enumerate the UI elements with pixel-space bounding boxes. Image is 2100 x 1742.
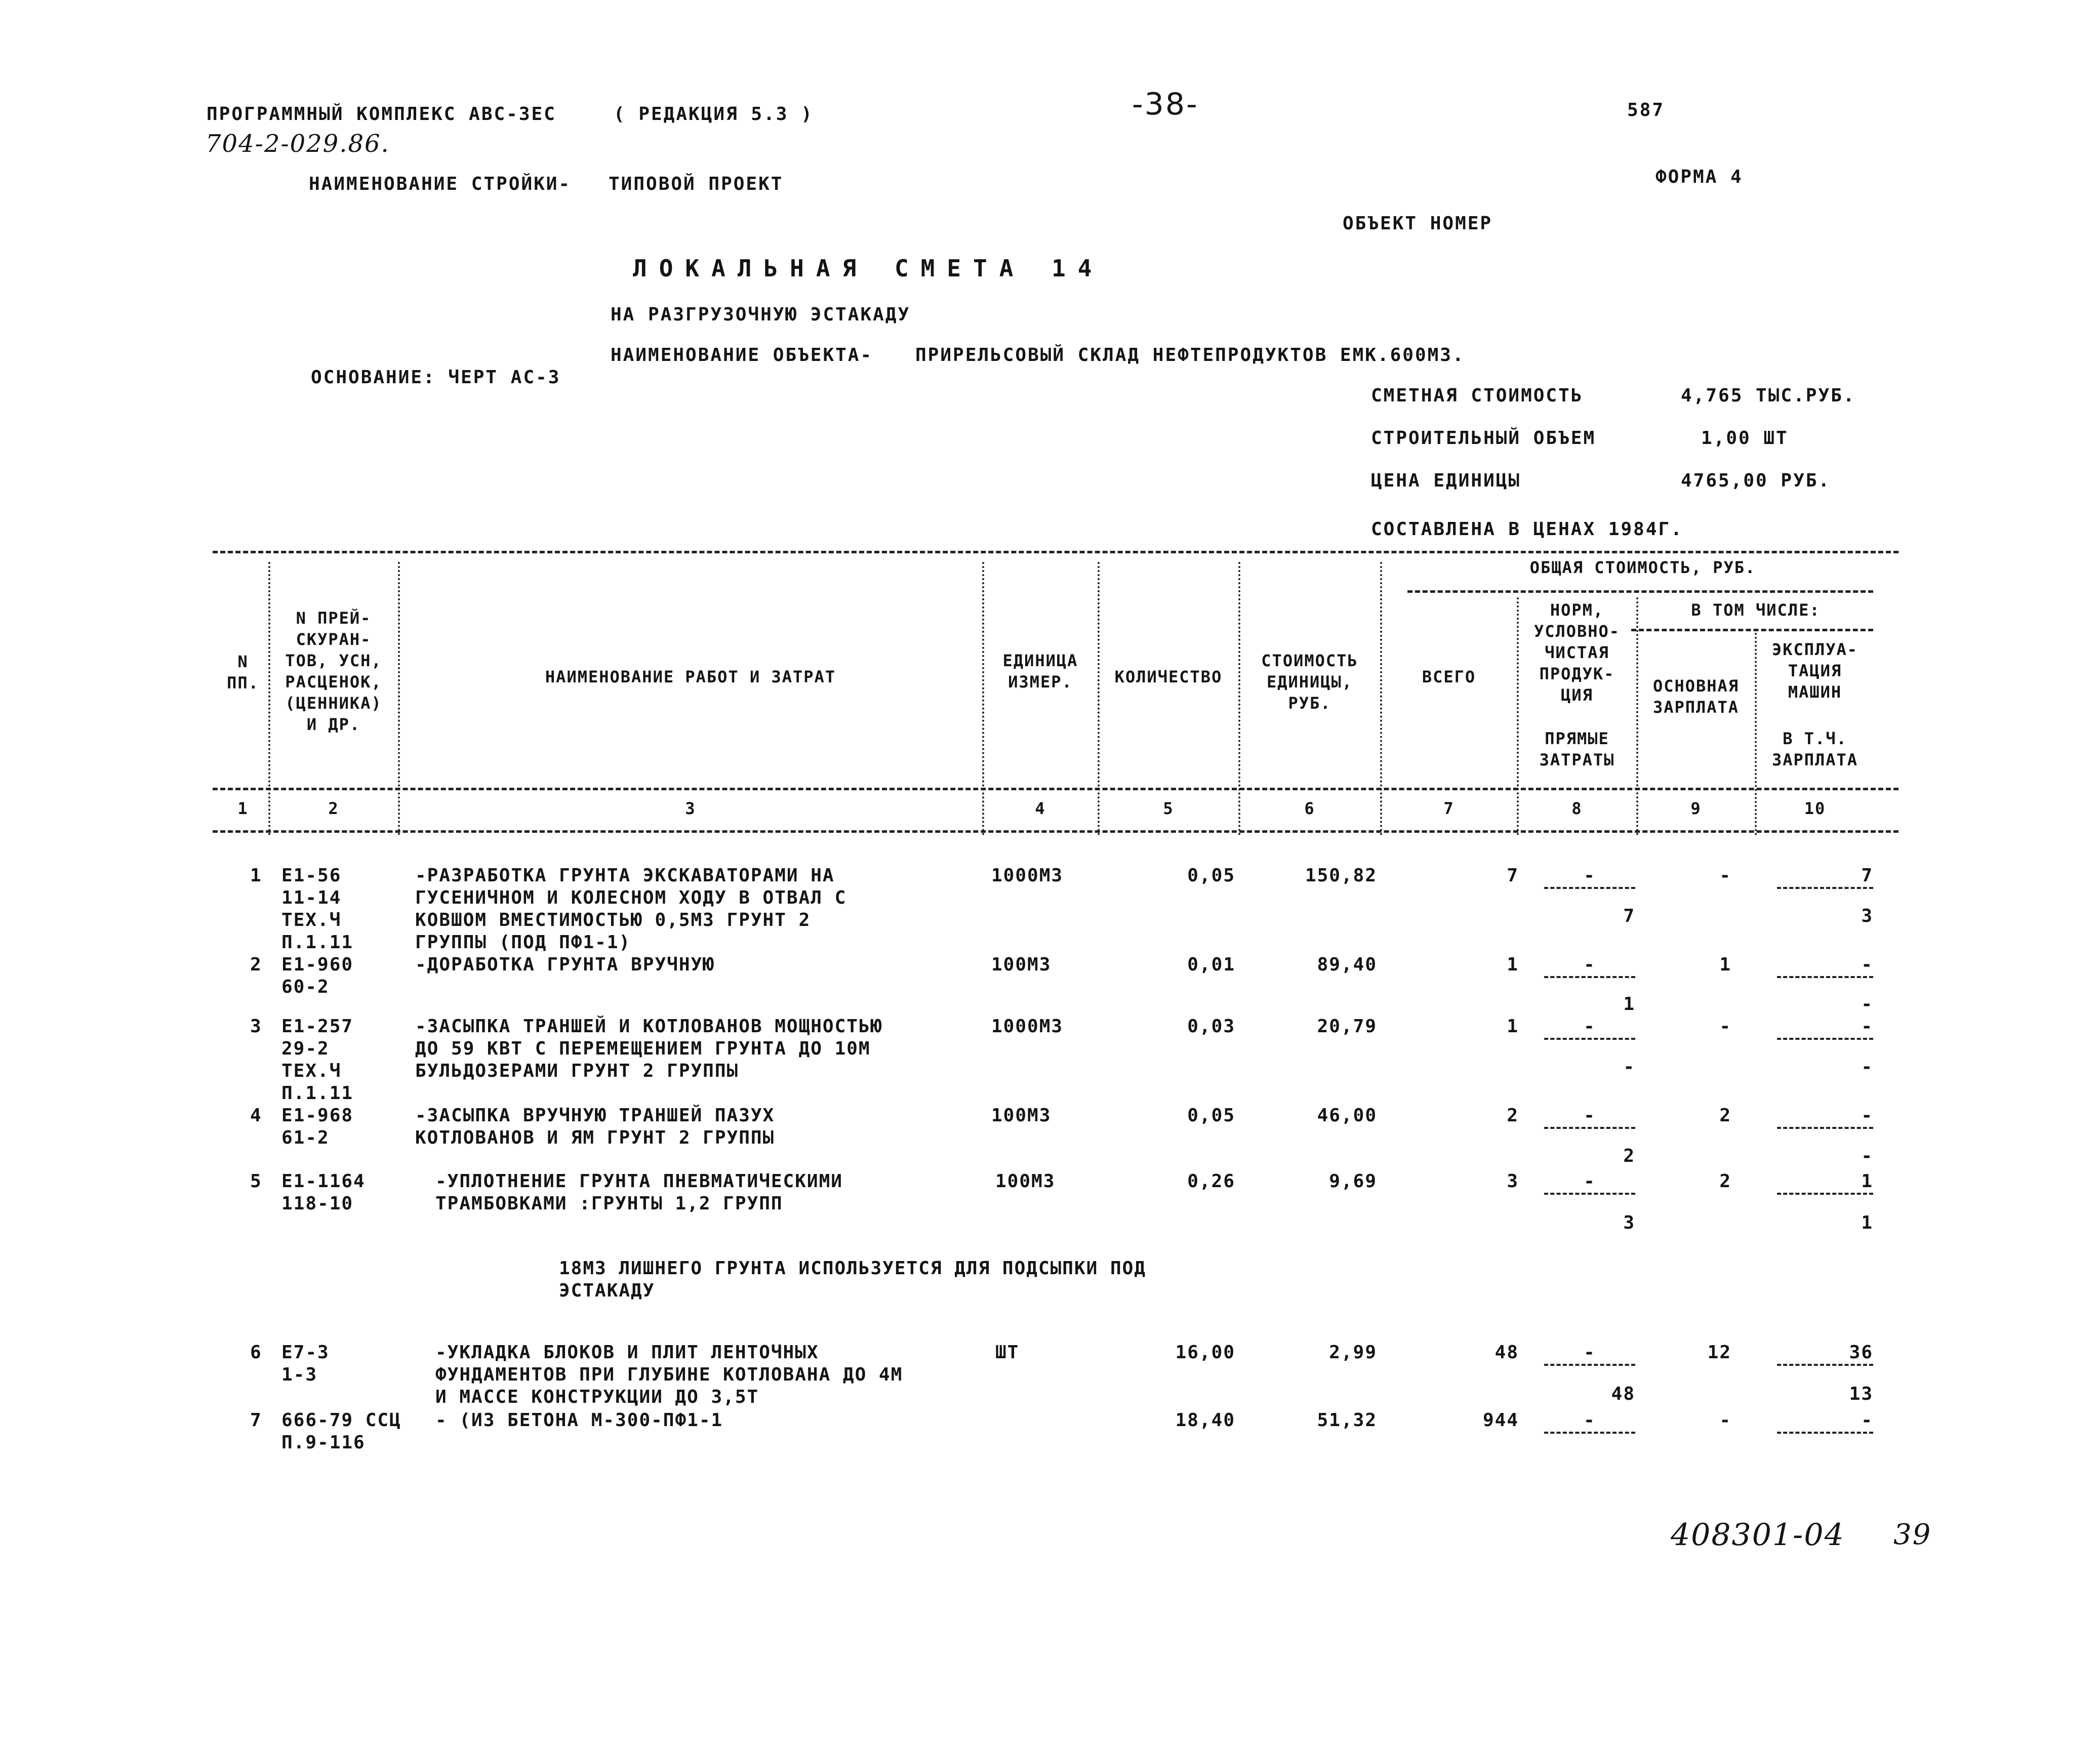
- row-machines-salary: -: [1861, 1146, 1873, 1166]
- row-machines: -: [1777, 1016, 1873, 1040]
- col-number: 3: [685, 799, 696, 818]
- row-base-salary: 2: [1719, 1171, 1731, 1192]
- row-name: -РАЗРАБОТКА ГРУНТА ЭКСКАВАТОРАМИ НА ГУСЕНИЧНОМ И КОЛЕСНОМ ХОДУ В ОТВАЛ С КОВШОМ ВМЕСТИМОСТЬЮ 0,5М3 ГРУНТ 2 ГРУППЫ (ПОД ПФ1-1): [415, 865, 847, 953]
- col-number: 5: [1163, 799, 1174, 818]
- row-base-salary: -: [1719, 1410, 1731, 1431]
- row-unit-price: 2,99: [1329, 1342, 1377, 1363]
- row-unit: 100М3: [991, 954, 1052, 975]
- row-direct-costs: -: [1623, 1057, 1635, 1077]
- col-header-base-salary: ОСНОВНАЯ ЗАРПЛАТА: [1652, 676, 1740, 717]
- row-qty: 0,03: [1187, 1016, 1235, 1037]
- note: 18М3 ЛИШНЕГО ГРУНТА ИСПОЛЬЗУЕТСЯ ДЛЯ ПОДСЫПКИ ПОД ЭСТАКАДУ: [559, 1258, 1147, 1301]
- row-total: 1: [1507, 954, 1519, 975]
- doc-code: 587: [1627, 100, 1665, 120]
- col-header-total: ВСЕГО: [1422, 667, 1476, 686]
- col-number: 6: [1304, 799, 1315, 818]
- row-qty: 18,40: [1175, 1410, 1235, 1431]
- row-name: -ЗАСЫПКА ВРУЧНУЮ ТРАНШЕЙ ПАЗУХ КОТЛОВАНОВ И ЯМ ГРУНТ 2 ГРУППЫ: [415, 1105, 775, 1148]
- row-net-production: -: [1544, 1409, 1635, 1434]
- summary-label-prices: СОСТАВЛЕНА В ЦЕНАХ 1984Г.: [1371, 519, 1683, 540]
- row-code: Е1-1164 118-10: [281, 1171, 366, 1214]
- col-header-including: В ТОМ ЧИСЛЕ:: [1691, 600, 1821, 620]
- row-unit: 100М3: [995, 1171, 1056, 1192]
- row-unit-price: 9,69: [1329, 1171, 1377, 1192]
- row-number: 2: [250, 954, 262, 975]
- row-net-production: -: [1544, 865, 1635, 889]
- construction-label: НАИМЕНОВАНИЕ СТРОЙКИ-: [309, 174, 572, 194]
- row-unit-price: 20,79: [1317, 1016, 1377, 1037]
- row-code: Е1-968 61-2: [281, 1105, 354, 1148]
- object-number: ОБЪЕКТ НОМЕР: [1343, 213, 1493, 234]
- row-net-production: -: [1544, 1016, 1635, 1040]
- object-label: НАИМЕНОВАНИЕ ОБЪЕКТА-: [611, 345, 873, 366]
- row-direct-costs: 3: [1623, 1212, 1635, 1233]
- row-unit-price: 89,40: [1317, 954, 1377, 975]
- row-name: -ДОРАБОТКА ГРУНТА ВРУЧНУЮ: [415, 954, 715, 975]
- row-total: 3: [1507, 1171, 1519, 1192]
- row-qty: 0,05: [1187, 865, 1235, 886]
- col-number: 1: [237, 799, 249, 818]
- footer-handwritten-code: 408301-04: [1671, 1517, 1845, 1553]
- row-net-production: -: [1544, 1105, 1635, 1129]
- row-number: 4: [250, 1105, 262, 1126]
- col-number: 9: [1690, 799, 1702, 818]
- col-number: 8: [1571, 799, 1583, 818]
- col-header-unit-price: СТОИМОСТЬ ЕДИНИЦЫ, РУБ.: [1261, 651, 1358, 713]
- construction-value: ТИПОВОЙ ПРОЕКТ: [609, 174, 784, 194]
- program-name: ПРОГРАММНЫЙ КОМПЛЕКС АВС-3ЕС: [207, 104, 556, 125]
- header-bottom-rule: [213, 788, 1899, 790]
- row-net-production: -: [1544, 1342, 1635, 1366]
- row-machines-salary: 13: [1849, 1384, 1873, 1404]
- row-unit: 1000М3: [991, 865, 1064, 886]
- row-unit-price: 150,82: [1305, 865, 1377, 886]
- row-unit-price: 46,00: [1317, 1105, 1377, 1126]
- col-header-total-cost: ОБЩАЯ СТОИМОСТЬ, РУБ.: [1529, 558, 1756, 577]
- summary-value-unit-price: 4765,00 РУБ.: [1681, 470, 1831, 491]
- subtitle: НА РАЗГРУЗОЧНУЮ ЭСТАКАДУ: [611, 304, 911, 325]
- row-total: 48: [1495, 1342, 1519, 1363]
- row-unit: 1000М3: [991, 1016, 1064, 1037]
- row-machines: -: [1777, 1105, 1873, 1129]
- row-name: -ЗАСЫПКА ТРАНШЕЙ И КОТЛОВАНОВ МОЩНОСТЬЮ ДО 59 КВТ С ПЕРЕМЕЩЕНИЕМ ГРУНТА ДО 10М БУЛЬДОЗЕРАМИ ГРУНТ 2 ГРУППЫ: [415, 1016, 883, 1081]
- summary-label-cost: СМЕТНАЯ СТОИМОСТЬ: [1371, 385, 1584, 406]
- handwritten-code: 704-2-029.86.: [206, 130, 390, 158]
- row-total: 2: [1507, 1105, 1519, 1126]
- row-direct-costs: 7: [1623, 906, 1635, 926]
- basis: ОСНОВАНИЕ: ЧЕРТ АС-3: [311, 367, 561, 388]
- row-code: Е7-3 1-3: [281, 1342, 330, 1385]
- row-code: Е1-960 60-2: [281, 954, 354, 997]
- summary-value-cost: 4,765 ТЫС.РУБ.: [1681, 385, 1856, 406]
- col-number: 4: [1035, 799, 1046, 818]
- row-base-salary: 2: [1719, 1105, 1731, 1126]
- row-code: 666-79 ССЦ П.9-116: [281, 1410, 401, 1453]
- row-unit: ШТ: [995, 1342, 1020, 1363]
- row-number: 6: [250, 1342, 262, 1363]
- row-net-production: -: [1544, 1170, 1635, 1195]
- form-label: ФОРМА 4: [1655, 167, 1743, 187]
- row-code: Е1-257 29-2 ТЕХ.Ч П.1.11: [281, 1016, 354, 1104]
- col-header-qty: КОЛИЧЕСТВО: [1114, 667, 1223, 686]
- row-machines-salary: -: [1861, 1057, 1873, 1077]
- row-unit: 100М3: [991, 1105, 1052, 1126]
- footer-page: 39: [1893, 1518, 1932, 1551]
- row-name: - (ИЗ БЕТОНА М-300-ПФ1-1: [435, 1410, 723, 1431]
- col-header-code: N ПРЕЙ- СКУРАН- ТОВ, УСН, РАСЦЕНОК, (ЦЕННИКА) И ДР.: [285, 609, 382, 734]
- row-base-salary: 12: [1707, 1342, 1731, 1363]
- row-qty: 16,00: [1175, 1342, 1235, 1363]
- col-divider: [1098, 562, 1100, 835]
- row-unit-price: 51,32: [1317, 1410, 1377, 1431]
- col-header-net-production: НОРМ, УСЛОВНО- ЧИСТАЯ ПРОДУК- ЦИЯ: [1533, 600, 1621, 705]
- row-total: 7: [1507, 865, 1519, 886]
- col-number: 10: [1804, 799, 1826, 818]
- col-divider: [1380, 562, 1382, 835]
- row-number: 1: [250, 865, 262, 886]
- row-code: Е1-56 11-14 ТЕХ.Ч П.1.11: [281, 865, 354, 953]
- col-number: 7: [1443, 799, 1455, 818]
- row-direct-costs: 2: [1623, 1146, 1635, 1166]
- object-value: ПРИРЕЛЬСОВЫЙ СКЛАД НЕФТЕПРОДУКТОВ ЕМК.600М3.: [915, 345, 1465, 366]
- page-number: -38-: [1132, 87, 1199, 122]
- row-net-production: -: [1544, 954, 1635, 978]
- summary-label-unit-price: ЦЕНА ЕДИНИЦЫ: [1371, 470, 1521, 491]
- col-header-number: N ПП.: [227, 652, 259, 693]
- row-machines: 36: [1777, 1342, 1873, 1366]
- row-name: -УКЛАДКА БЛОКОВ И ПЛИТ ЛЕНТОЧНЫХ ФУНДАМЕНТОВ ПРИ ГЛУБИНЕ КОТЛОВАНА ДО 4М И МАССЕ КОНСТРУКЦИИ ДО 3,5Т: [435, 1342, 903, 1407]
- row-direct-costs: 48: [1611, 1384, 1635, 1404]
- row-number: 3: [250, 1016, 262, 1037]
- row-machines-salary: 1: [1861, 1212, 1873, 1233]
- row-machines: 1: [1777, 1170, 1873, 1195]
- row-machines-salary: 3: [1861, 906, 1873, 926]
- numbers-bottom-rule: [213, 830, 1899, 833]
- row-number: 5: [250, 1171, 262, 1192]
- row-qty: 0,26: [1187, 1171, 1235, 1192]
- total-cost-rule: [1407, 590, 1873, 593]
- row-qty: 0,05: [1187, 1105, 1235, 1126]
- row-machines: 7: [1777, 865, 1873, 889]
- including-rule: [1631, 629, 1873, 631]
- row-base-salary: -: [1719, 1016, 1731, 1037]
- col-number: 2: [328, 799, 339, 818]
- table-top-rule: [213, 551, 1899, 553]
- col-header-name: НАИМЕНОВАНИЕ РАБОТ И ЗАТРАТ: [545, 667, 836, 686]
- col-header-machines: ЭКСПЛУА- ТАЦИЯ МАШИН: [1771, 640, 1859, 702]
- row-qty: 0,01: [1187, 954, 1235, 975]
- col-header-machines-salary: В Т.Ч. ЗАРПЛАТА: [1771, 729, 1859, 769]
- row-name: -УПЛОТНЕНИЕ ГРУНТА ПНЕВМАТИЧЕСКИМИ ТРАМБОВКАМИ :ГРУНТЫ 1,2 ГРУПП: [435, 1171, 843, 1214]
- col-divider: [982, 562, 984, 835]
- row-total: 944: [1482, 1410, 1519, 1431]
- program-edition: ( РЕДАКЦИЯ 5.3 ): [614, 104, 814, 125]
- summary-value-volume: 1,00 ШТ: [1701, 428, 1789, 449]
- row-machines-salary: -: [1861, 994, 1873, 1015]
- row-base-salary: 1: [1719, 954, 1731, 975]
- col-header-direct-costs: ПРЯМЫЕ ЗАТРАТЫ: [1539, 729, 1615, 769]
- row-base-salary: -: [1719, 865, 1731, 886]
- col-header-unit: ЕДИНИЦА ИЗМЕР.: [1002, 651, 1078, 692]
- row-machines: -: [1777, 1409, 1873, 1434]
- row-machines: -: [1777, 954, 1873, 978]
- page-title: ЛОКАЛЬНАЯ СМЕТА 14: [633, 255, 1104, 282]
- col-divider: [398, 562, 400, 835]
- summary-label-volume: СТРОИТЕЛЬНЫЙ ОБЪЕМ: [1371, 428, 1596, 449]
- row-total: 1: [1507, 1016, 1519, 1037]
- row-direct-costs: 1: [1623, 994, 1635, 1015]
- row-number: 7: [250, 1410, 262, 1431]
